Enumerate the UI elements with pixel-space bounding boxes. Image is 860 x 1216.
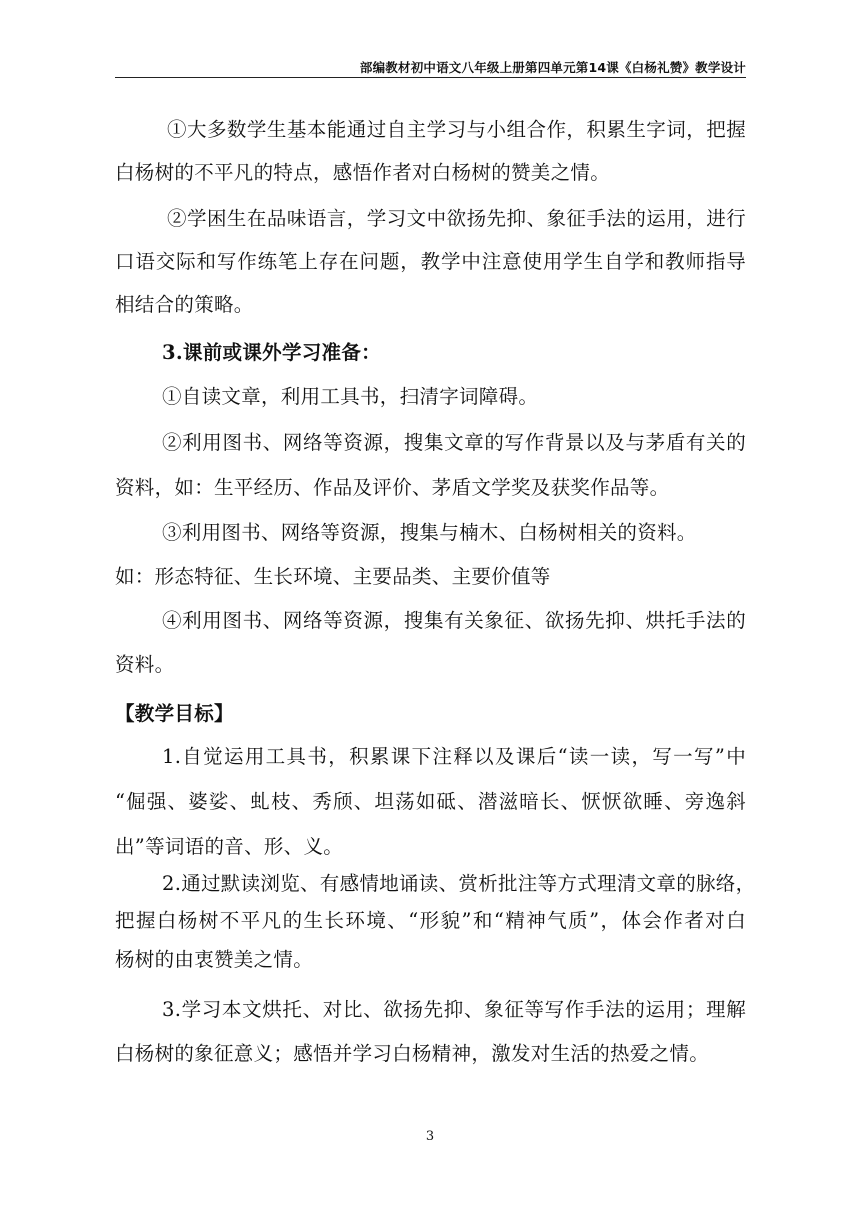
page-number: 3	[425, 1129, 435, 1144]
paragraph-line: ①大多数学生基本能通过自主学习与小组合作，积累生字词，把握	[167, 118, 746, 141]
section-heading: 3.课前或课外学习准备：	[162, 341, 381, 364]
section-heading: 【教学目标】	[115, 702, 234, 725]
paragraph-line: 白杨树的象征意义；感悟并学习白杨精神，激发对生活的热爱之情。	[115, 1042, 710, 1065]
paragraph-line: ④利用图书、网络等资源，搜集有关象征、欲扬先抑、烘托手法的	[162, 609, 746, 632]
paragraph-line: 杨树的由衷赞美之情。	[115, 948, 314, 971]
header-rule	[115, 77, 746, 78]
paragraph-line: 白杨树的不平凡的特点，感悟作者对白杨树的赞美之情。	[115, 161, 611, 184]
running-header: 部编教材初中语文八年级上册第四单元第14课《白杨礼赞》教学设计	[359, 60, 746, 75]
paragraph-line: 3.学习本文烘托、对比、欲扬先抑、象征等写作手法的运用；理解	[162, 998, 746, 1021]
paragraph-line: ②学困生在品味语言，学习文中欲扬先抑、象征手法的运用，进行	[167, 207, 746, 230]
paragraph-line: ②利用图书、网络等资源，搜集文章的写作背景以及与茅盾有关的	[162, 431, 746, 454]
paragraph-line: 相结合的策略。	[115, 293, 254, 316]
paragraph-line: ①自读文章，利用工具书，扫清字词障碍。	[162, 385, 539, 408]
paragraph-line: 出”等词语的音、形、义。	[115, 835, 344, 858]
paragraph-line: 资料，如：生平经历、作品及评价、茅盾文学奖及获奖作品等。	[115, 476, 670, 499]
paragraph-line: 把握白杨树不平凡的生长环境、“形貌”和“精神气质”，体会作者对白	[115, 909, 746, 932]
paragraph-line: 资料。	[115, 653, 175, 676]
paragraph-line: 2.通过默读浏览、有感情地诵读、赏析批注等方式理清文章的脉络，	[162, 872, 756, 895]
paragraph-line: “倔强、婆娑、虬枝、秀颀、坦荡如砥、潜滋暗长、恹恹欲睡、旁逸斜	[115, 790, 746, 813]
paragraph-line: 口语交际和写作练笔上存在问题，教学中注意使用学生自学和教师指导	[115, 250, 746, 273]
paragraph-line: 如：形态特征、生长环境、主要品类、主要价值等	[115, 565, 551, 588]
paragraph-line: 1.自觉运用工具书，积累课下注释以及课后“读一读，写一写”中	[162, 745, 746, 768]
paragraph-line: ③利用图书、网络等资源，搜集与楠木、白杨树相关的资料。	[162, 521, 697, 544]
